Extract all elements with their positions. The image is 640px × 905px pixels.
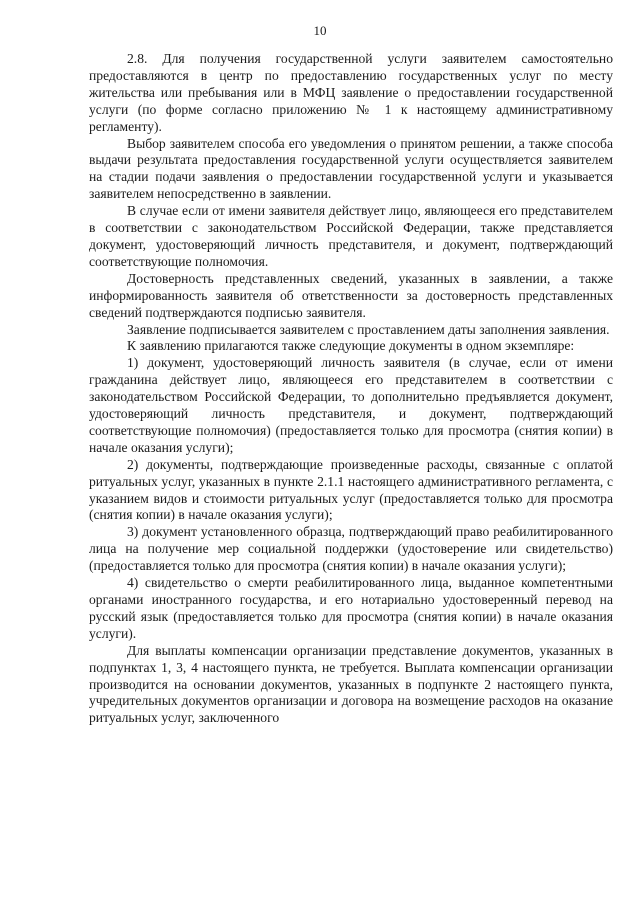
paragraph-representative: В случае если от имени заявителя действует лицо, являющееся его представителем в соответствии с законодательством Российской Федерации, также представляется документ, удостоверяющий личность представителя, и документ, подтверждающий соответствующие полномочия. [89, 203, 613, 269]
document-body [89, 51, 613, 727]
list-item-4-death-certificate: 4) свидетельство о смерти реабилитированного лица, выданное компетентными органами иностранного государства, и его нотариально удостоверенный перевод на русский язык (предоставляется только для просмотра (снятия копии) в начале оказания услуги). [89, 575, 613, 641]
page-number: 10 [313, 23, 327, 38]
paragraph-notification-method: Выбор заявителем способа его уведомления о принятом решении, а также способа выдачи результата предоставления государственной услуги осуществляется заявителем на стадии подачи заявления о предоставлении государственной услуги и указывается заявителем непосредственно в заявлении. [89, 135, 613, 202]
paragraph-2-8-application: 2.8. Для получения государственной услуги заявителем самостоятельно предоставляются в центр по предоставлению государственных услуг по месту жительства или пребывания или в МФЦ заявление о предоставлении государственной услуги (по форме согласно приложению № 1 к настоящему административному регламенту). [89, 51, 613, 134]
paragraph-signature: Заявление подписывается заявителем с проставлением даты заполнения заявления. [127, 321, 610, 337]
paragraph-attached-documents: К заявлению прилагаются также следующие документы в одном экземпляре: [127, 338, 575, 354]
list-item-2-expense-documents: 2) документы, подтверждающие произведенные расходы, связанные с оплатой ритуальных услуг, указанных в пункте 2.1.1 настоящего административного регламента, с указанием видов и стоимости ритуальных услуг (предоставляется только для просмотра (снятия копии) в начале оказания услуги); [89, 456, 613, 523]
list-item-3-rehabilitation-document: 3) документ установленного образца, подтверждающий право реабилитированного лица на получение мер социальной поддержки (удостоверение или свидетельство) (предоставляется только для просмотра (снятия копии) в начале оказания услуги); [89, 524, 613, 574]
paragraph-accuracy: Достоверность представленных сведений, указанных в заявлении, а также информированность заявителя об ответственности за достоверность представленных сведений подтверждаются подписью заявителя. [89, 270, 613, 320]
paragraph-organization-compensation: Для выплаты компенсации организации представление документов, указанных в подпунктах 1, 3, 4 настоящего пункта, не требуется. Выплата компенсации организации производится на основании документов, указанных в подпункте 2 настоящего пункта, учредительных документов организации и договора на возмещение расходов на оказание ритуальных услуг, заключенного [89, 642, 613, 726]
list-item-1-identity-document: 1) документ, удостоверяющий личность заявителя (в случае, если от имени гражданина действует лицо, являющееся его представителем в соответствии с законодательством Российской Федерации, то дополнительно предъявляется документ, удостоверяющий личность представителя, и документ, подтверждающий соответствующие полномочия) (предоставляется только для просмотра (снятия копии) в начале оказания услуги); [89, 355, 613, 455]
